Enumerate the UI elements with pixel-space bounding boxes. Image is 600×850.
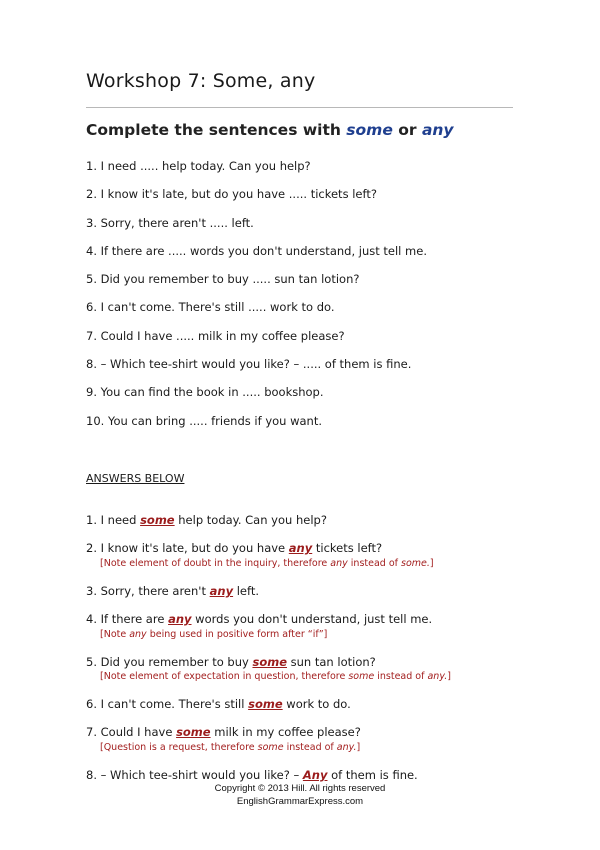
question-8: 8. – Which tee-shirt would you like? – ..... of them is fine. [86,357,412,371]
note-text: [Note element of expectation in question, therefore [100,671,349,682]
answer-word: any [288,541,313,555]
answer-4 [86,612,432,626]
note-text: [Note [100,629,130,640]
answer-text: 4. If there are [86,612,169,626]
instruction-prefix: Complete the sentences with [86,121,347,139]
answer-text: 5. Did you remember to buy [86,655,253,669]
question-9: 9. You can find the book in ..... bookshop. [86,385,324,399]
answer-text: 8. – Which tee-shirt would you like? – [86,768,303,782]
note-word: any [129,629,147,640]
question-3: 3. Sorry, there aren't ..... left. [86,216,254,230]
answer-text: 3. Sorry, there aren't [86,584,210,598]
note-word: some. [401,558,430,569]
note-word: some [348,671,375,682]
instruction-middle: or [392,121,422,139]
answer-word: any [168,612,192,626]
answer-7-note [100,742,360,753]
answer-text: milk in my coffee please? [210,725,361,739]
question-5: 5. Did you remember to buy ..... sun tan lotion? [86,272,360,286]
note-text: ] [447,671,451,682]
question-6: 6. I can't come. There's still ..... work to do. [86,300,335,314]
answer-text: tickets left? [312,541,383,555]
footer-copyright: Copyright © 2013 Hill. All rights reserved [214,783,386,794]
note-word: any. [336,742,357,753]
note-text: instead of [374,671,428,682]
answer-text: of them is fine. [327,768,418,782]
answer-8 [86,768,418,782]
answer-4-note [100,629,327,640]
instruction-heading [86,121,454,139]
answer-text: 6. I can't come. There's still [86,697,249,711]
note-text: being used in positive form after “if”] [146,629,328,640]
question-1: 1. I need ..... help today. Can you help? [86,159,311,173]
answer-5 [86,655,376,669]
note-text: ] [429,558,434,569]
keyword-some: some [346,121,393,139]
question-10: 10. You can bring ..... friends if you want. [86,414,323,428]
question-2: 2. I know it's late, but do you have ..... tickets left? [86,187,377,201]
answer-1 [86,513,327,527]
answer-6 [86,697,351,711]
answer-2 [86,541,382,555]
question-7: 7. Could I have ..... milk in my coffee please? [86,329,345,343]
note-word: any [330,558,348,569]
question-4: 4. If there are ..... words you don't understand, just tell me. [86,244,427,258]
note-text: instead of [347,558,402,569]
note-word: any. [427,671,448,682]
answers-heading: ANSWERS BELOW [86,472,185,485]
note-text: instead of [283,742,337,753]
answer-text: 2. I know it's late, but do you have [86,541,289,555]
answer-word: some [176,725,211,739]
answer-7 [86,725,361,739]
answer-3 [86,584,259,598]
footer-website: EnglishGrammarExpress.com [236,796,364,807]
answer-5-note [100,671,451,682]
answer-text: 1. I need [86,513,141,527]
answer-text: work to do. [282,697,351,711]
answer-word: some [252,655,287,669]
note-text: ] [356,742,361,753]
answer-word: some [140,513,175,527]
keyword-any: any [421,121,454,139]
title-divider [86,107,513,108]
answer-text: sun tan lotion? [287,655,376,669]
answer-word: Any [302,768,328,782]
answer-word: any [209,584,234,598]
page-title: Workshop 7: Some, any [86,70,316,92]
answer-text: left. [233,584,260,598]
note-text: [Note element of doubt in the inquiry, therefore [100,558,331,569]
answer-word: some [248,697,283,711]
note-text: [Question is a request, therefore [100,742,258,753]
note-word: some [257,742,284,753]
answer-2-note [100,558,434,569]
answer-text: words you don't understand, just tell me. [191,612,433,626]
answer-text: 7. Could I have [86,725,177,739]
answer-text: help today. Can you help? [174,513,327,527]
